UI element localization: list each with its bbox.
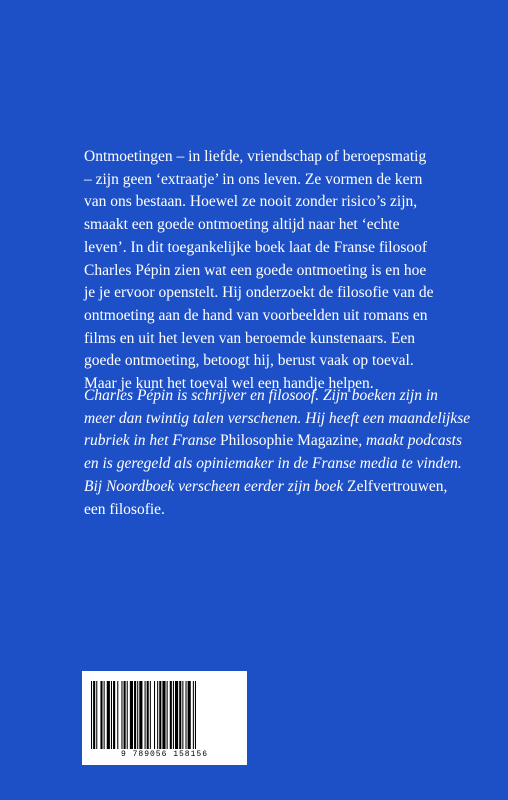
bio-line: Charles Pépin is schrijver en filosoof. Zijn boeken zijn in — [84, 387, 438, 404]
bio-text: Bij Noordboek verscheen eerder zijn boek — [84, 477, 348, 495]
blurb-line: Ontmoetingen – in liefde, vriendschap of beroepsmatig — [84, 148, 427, 165]
bio-line: en is geregeld als opiniemaker in de Franse media te vinden. — [84, 455, 462, 473]
blurb-line: ontmoeting aan de hand van voorbeelden uit romans en — [84, 306, 428, 324]
blurb-line: Maar je kunt het toeval wel een handje helpen. — [84, 375, 374, 393]
blurb-line: Charles Pépin zien wat een goede ontmoeting is en hoe — [84, 261, 427, 279]
blurb-line: je je ervoor openstelt. Hij onderzoekt de filosofie van de — [84, 284, 434, 302]
book-title-cont: een filosofie. — [84, 500, 165, 518]
book-title: Zelfvertrouwen, — [347, 477, 448, 495]
bio-line — [84, 476, 448, 499]
blurb-text — [84, 146, 434, 396]
bio-line: meer dan twintig talen verschenen. Hij heeft een maandelijkse — [84, 409, 471, 427]
magazine-title: Philosophie Magazine — [220, 432, 359, 450]
blurb-line: van ons bestaan. Hoewel ze nooit zonder risico’s zijn, — [84, 193, 418, 211]
barcode-bars — [91, 681, 238, 751]
isbn-number: 9 789056 158156 — [120, 750, 208, 759]
blurb-line: films en uit het leven van beroemde kunstenaars. Een — [84, 329, 415, 347]
blurb-line: goede ontmoeting, betoogt hij, berust vaak op toeval. — [84, 352, 414, 370]
blurb-line: leven’. In dit toegankelijke boek laat de Franse filosoof — [84, 238, 428, 256]
author-bio — [84, 385, 471, 521]
bio-text: , maakt podcasts — [358, 432, 462, 450]
barcode — [82, 671, 247, 765]
bio-text: rubriek in het Franse — [84, 432, 221, 450]
blurb-line: – zijn geen ‘extraatje’ in ons leven. Ze vormen de kern — [84, 170, 423, 188]
blurb-line: smaakt een goede ontmoeting altijd naar het ‘echte — [84, 216, 400, 234]
bio-line — [84, 430, 462, 453]
